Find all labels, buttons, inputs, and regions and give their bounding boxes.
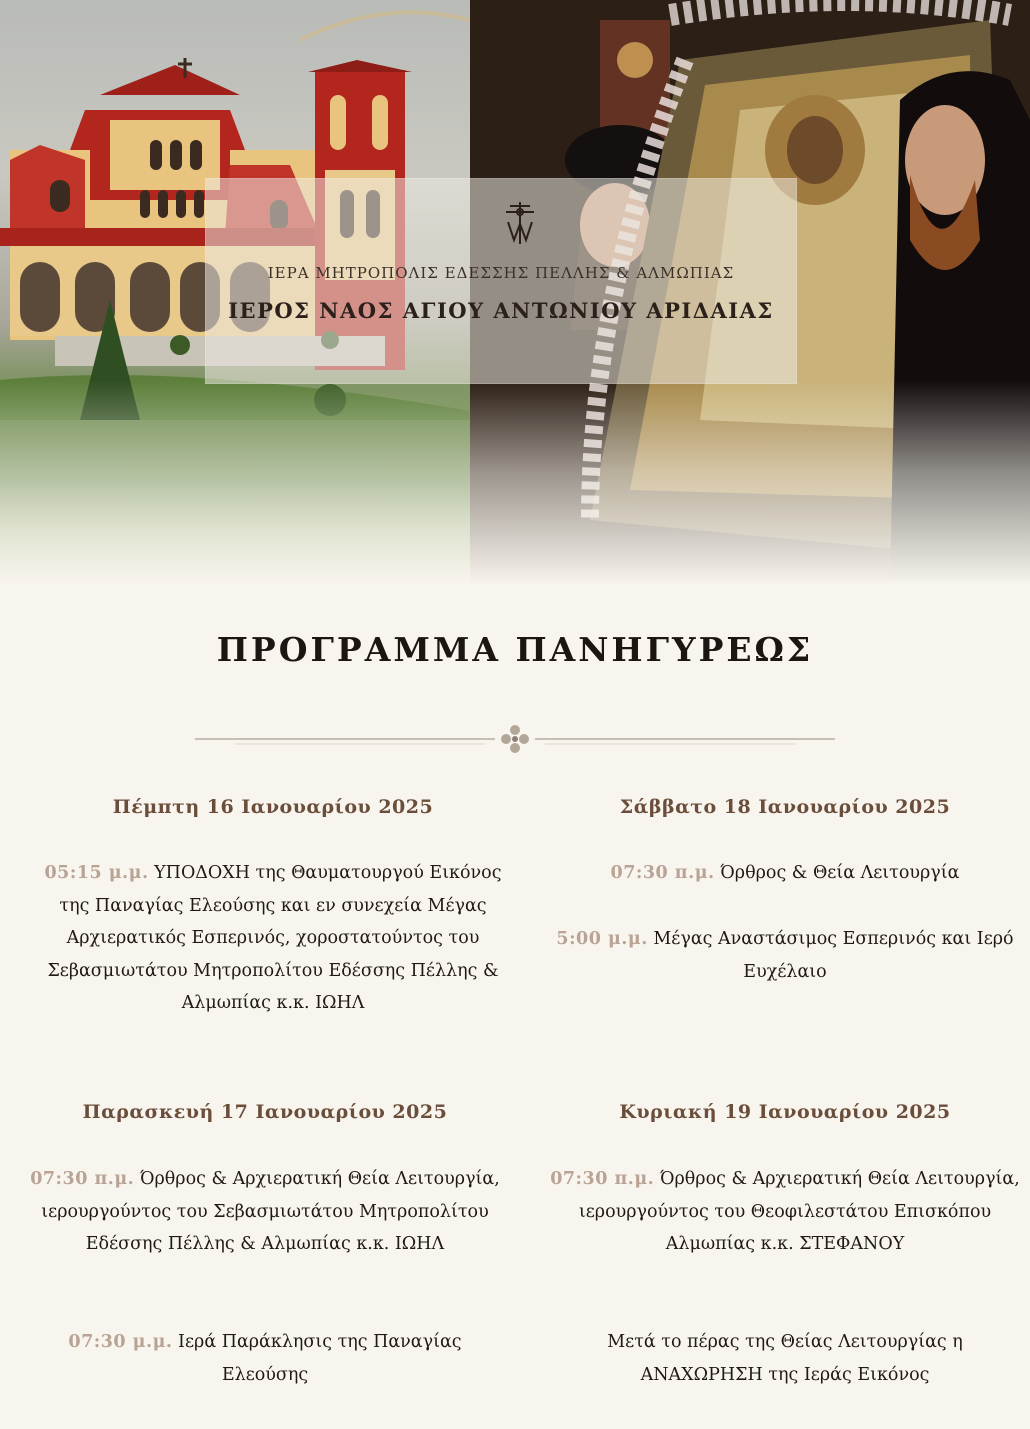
entry-time: 07:30 π.μ. <box>610 863 715 883</box>
metropolis-logo-icon <box>500 200 540 246</box>
day-heading-friday: Παρασκευή 17 Ιανουαρίου 2025 <box>82 1101 448 1123</box>
entry-time: 05:15 μ.μ. <box>44 863 149 883</box>
schedule-entry <box>38 857 508 1020</box>
entry-text: Όρθρος & Αρχιερατική Θεία Λειτουργία, ιερουργούντος του Θεοφιλεστάτου Επισκόπου Αλμωπίας κ.κ. ΣΤΕΦΑΝΟΥ <box>578 1169 1020 1254</box>
church-name: ΙΕΡΟΣ ΝΑΟΣ ΑΓΙΟΥ ΑΝΤΩΝΙΟΥ ΑΡΙΔΑΙΑΣ <box>228 298 774 323</box>
entry-time: 07:30 μ.μ. <box>68 1332 173 1352</box>
schedule-entry <box>550 1163 1020 1261</box>
entry-time: 07:30 π.μ. <box>550 1169 655 1189</box>
program-title: ΠΡΟΓΡΑΜΜΑ ΠΑΝΗΓΥΡΕΩΣ <box>216 630 814 669</box>
schedule-entry <box>30 1163 500 1261</box>
entry-text: Μέγας Αναστάσιμος Εσπερινός και Ιερό Ευχέλαιο <box>653 929 1014 982</box>
entry-time: 5:00 μ.μ. <box>556 929 648 949</box>
day-heading-saturday: Σάββατο 18 Ιανουαρίου 2025 <box>619 796 951 818</box>
day-heading-thursday: Πέμπτη 16 Ιανουαρίου 2025 <box>112 796 434 818</box>
ornament-divider <box>195 722 835 756</box>
entry-text: Ιερά Παράκλησις της Παναγίας Ελεούσης <box>178 1332 462 1385</box>
schedule-entry <box>30 1326 500 1391</box>
hero-banner <box>0 0 1030 585</box>
entry-text: Μετά το πέρας της Θείας Λειτουργίας η ΑΝΑΧΩΡΗΣΗ της Ιεράς Εικόνος <box>607 1332 963 1385</box>
entry-text: ΥΠΟΔΟΧΗ της Θαυματουργού Εικόνος της Παναγίας Ελεούσης και εν συνεχεία Μέγας Αρχιερατικός Εσπερινός, χοροστατούντος του Σεβασμιωτάτου Μητροπολίτου Εδέσσης Πέλλης & Αλμωπίας κ.κ. ΙΩΗΛ <box>47 863 502 1013</box>
cross-flourish-icon <box>501 725 529 753</box>
schedule-entry <box>550 857 1020 890</box>
entry-text: Όρθρος & Θεία Λειτουργία <box>720 863 960 883</box>
schedule-entry <box>550 1326 1020 1391</box>
schedule-entry <box>550 923 1020 988</box>
metropolis-name: ΙΕΡΑ ΜΗΤΡΟΠΟΛΙΣ ΕΔΕΣΣΗΣ ΠΕΛΛΗΣ & ΑΛΜΩΠΙΑΣ <box>267 264 735 282</box>
entry-time: 07:30 π.μ. <box>30 1169 135 1189</box>
entry-text: Όρθρος & Αρχιερατική Θεία Λειτουργία, ιερουργούντος του Σεβασμιωτάτου Μητροπολίτου Εδέσσης Πέλλης & Αλμωπίας κ.κ. ΙΩΗΛ <box>41 1169 500 1254</box>
hero-fade <box>0 380 1030 585</box>
day-heading-sunday: Κυριακή 19 Ιανουαρίου 2025 <box>619 1101 951 1123</box>
